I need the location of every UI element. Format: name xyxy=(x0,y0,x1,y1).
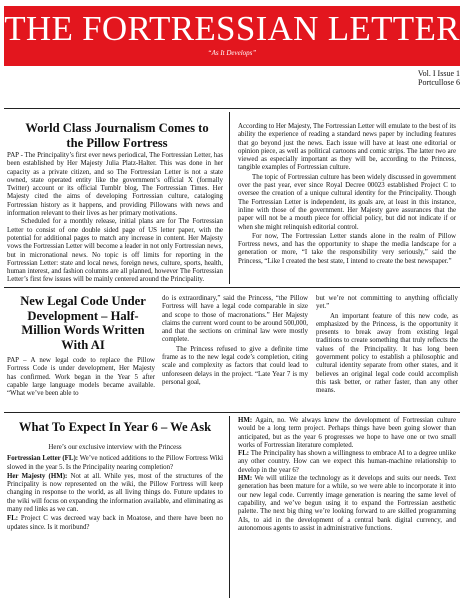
interview-speaker: FL: xyxy=(238,450,250,458)
article3-right-body xyxy=(238,417,456,533)
article1-headline: World Class Journalism Comes to the Pillow Fortress xyxy=(25,121,209,150)
article1-right-body xyxy=(238,123,456,266)
column-divider-1 xyxy=(229,112,230,284)
masthead-title: THE FORTRESSIAN LETTER xyxy=(4,9,460,48)
article3-headline: What To Expect In Year 6 – We Ask xyxy=(18,420,212,434)
masthead xyxy=(4,6,460,66)
divider-lower xyxy=(4,412,460,413)
article1-paragraph: For now, The Fortressian Letter stands alone in the realm of Pillow Fortress news, and has the opportunity to shape the media landscape for a generation or more, “I take the responsibility very seriously,” said the Princess, “Like I created the best state, I intend to create the best newspaper.” xyxy=(238,232,456,265)
column-divider-2 xyxy=(229,416,230,598)
issue-volume: Vol. I Issue 1 xyxy=(417,69,460,78)
interview-text: Not at all. While yes, most of the structures of the Principality is now represented on the wiki, the Pillow Fortress will keep changing in response to the world, as all living things do. Future updates to the wiki will focus on expanding the information available, and eliminating as many red links as we can. xyxy=(7,472,223,514)
article2-col1 xyxy=(7,357,155,398)
article3-left-body xyxy=(7,444,223,532)
divider-top xyxy=(4,108,460,109)
article2-paragraph: but we’re not committing to anything officially yet.” xyxy=(316,295,458,311)
interview-entry xyxy=(238,450,456,475)
divider-mid xyxy=(4,287,460,288)
article1-paragraph: PAP - The Principality’s first ever news periodical, The Fortressian Letter, has been established by Her Majesty Julia Platz-Halter. This was done in her capacity as a private citizen, and so The Fortressian Letter is not a state owned, state operated entity like the government’s official X (formally Twitter) account or its official Tumblr blog, The Fortressian Times. Her Majesty cited the aims of developing Fortressian culture, cataloging Fortressian history as it happens, and providing Pillowans with news and information relevant to their lives as her primary motivations. xyxy=(7,152,223,218)
interview-entry xyxy=(7,515,223,532)
interview-text: Again, no. We always knew the development of Fortressian culture would be a long term project. Perhaps things have been going slower than anticipated, but as the year 6 progresses we hope to have one or two small works of Fortressian literature completed. xyxy=(238,417,456,449)
interview-speaker: Her Majesty (HM): xyxy=(7,472,68,480)
interview-entry xyxy=(7,473,223,514)
interview-entry xyxy=(238,475,456,533)
article1-left-body xyxy=(7,152,223,285)
article3-intro: Here’s our exclusive interview with the Princess xyxy=(48,444,182,451)
article2-paragraph: PAP – A new legal code to replace the Pillow Fortress Code is under development, Her Majesty has confirmed. Work began in the Year 5 after capable large language models became available. “What we’ve been able to xyxy=(7,357,155,398)
interview-text: Project C was decreed way back in Moatose, and there have been no updates since. Is it moribund? xyxy=(7,515,223,531)
article1-paragraph: The topic of Fortressian culture has been widely discussed in government over the past year, ever since Royal Decree 00023 established Project C to oversee the creation of a unique cultural identity for the Principality. Though The Fortressian Letter is independent, its goals are, at least in this instance, inline with those of the government. Her Majesty gave assurances that the paper will not be a mouth piece for official policy, but did not indicate if or when she might relinquish editorial control. xyxy=(238,173,456,231)
issue-info xyxy=(418,69,460,87)
issue-date: Portcullose 6 xyxy=(418,78,460,87)
article1-paragraph: Scheduled for a monthly release, initial plans are for The Fortressian Letter to consist of one double sided page of US letter paper, with the potential for additional pages to match any increase in content. Her Majesty vows the Fortressian Letter will become a leader in not only Fortressian news, but in micronational news. No topic is off limits for reporting in the Fortressian Letter: state and local news, foreign news, culture, sports, health, human interest, and fashion columns are all planned, however The Fortressian Letter’s first few issues will be mainly centered around the Principality. xyxy=(7,218,223,284)
interview-speaker: FL: xyxy=(7,515,19,523)
article2-paragraph: The Princess refused to give a definite time frame as to the new legal code’s completion, citing scale and complexity as factors that could lead to unforeseen delays in the project. “Late Year 7 is my personal goal, xyxy=(162,345,308,386)
article2-headline: New Legal Code Under Development – Half-Million Words Written With AI xyxy=(20,294,146,352)
interview-entry xyxy=(238,417,456,450)
interview-speaker: Fortressian Letter (FL): xyxy=(7,455,79,463)
interview-entry xyxy=(7,455,223,472)
article2-col2 xyxy=(162,295,308,387)
interview-speaker: HM: xyxy=(238,475,253,483)
masthead-tagline: “As It Develops” xyxy=(207,49,257,57)
interview-text: The Principality has shown a willingness to embrace AI to a degree unlike any other country. How can we expect this human-machine relationship to develop in the year 6? xyxy=(238,450,456,474)
article2-col3 xyxy=(316,295,458,396)
interview-text: We will utilize the technology as it develops and suits our needs. Text generation has been mature for a while, so we were able to incorporate it into our new legal code. Currently image generation is nearing the same level of capability, and we’ve begun using it to expand the Fortressian aesthetic palette. The next big thing we’re looking forward to are skilled programming AIs, to aid in the development of a central bank digital currency, and autonomous agents to assist in administrative functions. xyxy=(238,475,456,532)
interview-speaker: HM: xyxy=(238,417,253,424)
article1-paragraph: According to Her Majesty, The Fortressian Letter will emulate to the best of its ability the experience of reading a standard news paper by including features that go beyond just the news. Each issue will have at least one editorial or opinion piece, as well as political cartoons and comic strips. The latter two are viewed as especially important as they will be, according to the Princess, tangible examples of Fortressian culture. xyxy=(238,123,456,172)
interview-text: We’ve noticed additions to the Pillow Fortress Wiki slowed in the year 5. Is the Principality nearing completion? xyxy=(7,455,223,471)
article2-paragraph: An important feature of this new code, as emphasized by the Princess, is the opportunity it presents to break away from existing legal traditions to create something that truly reflects the values of the Principality. It has long been government policy to establish a philosophic and cultural identity separate from other states, and it believes an original legal code could accomplish this task better, or rather faster, than any other means. xyxy=(316,312,458,395)
article2-paragraph: do is extraordinary,” said the Princess, “the Pillow Fortress will have a legal code comparable in size and scope to those of macronations.” Her Majesty claims the current word count to be around 500,000, and that the sections on criminal law were mostly complete. xyxy=(162,295,308,344)
